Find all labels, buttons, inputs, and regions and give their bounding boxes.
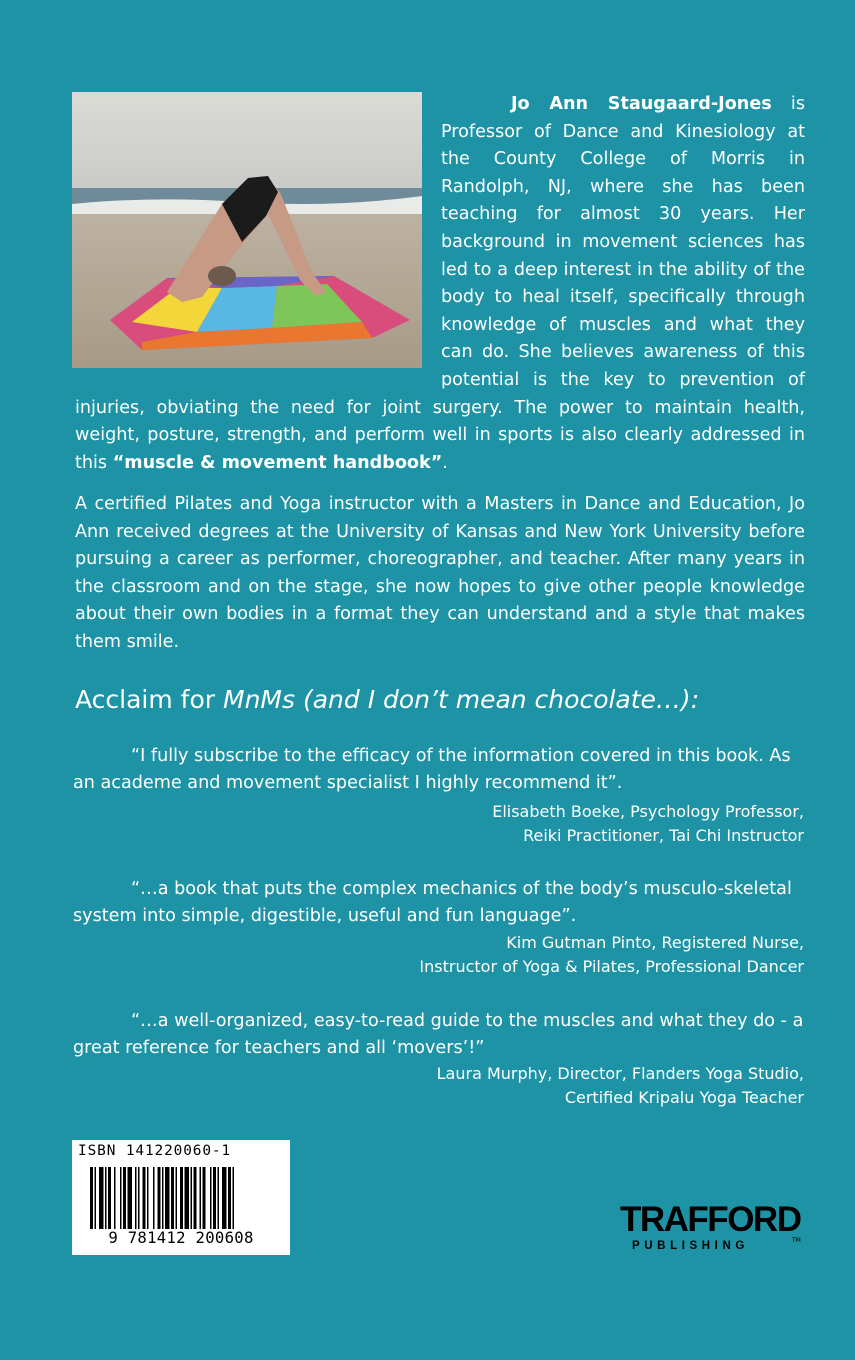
attribution-line: Laura Murphy, Director, Flanders Yoga Studio, <box>436 1064 804 1083</box>
barcode-bar <box>185 1167 190 1229</box>
trademark-mark: TM <box>792 1237 801 1244</box>
handbook-title: “muscle & movement handbook” <box>112 452 443 473</box>
barcode-bars <box>90 1167 272 1229</box>
barcode-bar <box>194 1167 197 1229</box>
quote-text: “…a well-organized, easy-to-read guide to the muscles and what they do - a great reference for teachers and all ‘movers’!” <box>73 1011 804 1058</box>
barcode-bar <box>165 1167 170 1229</box>
barcode-bar <box>147 1167 149 1229</box>
quote-text: “I fully subscribe to the efficacy of the information covered in this book. As an academe and movement specialist I highly recommend it”. <box>73 746 791 793</box>
publisher-subtitle: PUBLISHING <box>632 1240 749 1252</box>
quote-2 <box>73 876 808 930</box>
attribution-line: Elisabeth Boeke, Psychology Professor, <box>492 802 804 821</box>
acclaim-title: MnMs (and I don’t mean chocolate…): <box>223 685 700 714</box>
isbn-label: ISBN 141220060-1 <box>78 1143 232 1159</box>
quote-1 <box>73 743 808 797</box>
quote-2-attribution <box>284 931 804 979</box>
ean-digits: 9 781412 200608 <box>108 1229 254 1247</box>
barcode-bar <box>123 1167 126 1229</box>
barcode-bar <box>138 1167 140 1229</box>
bio-text: is Professor of Dance and Kinesiology at the County College of Morris in Randolph, NJ, where she has been teaching for almost 30 years. Her background in movement sciences has led to a deep interest in the ability of the body to heal itself, specifically through knowledge of muscles and what they can do. She believes awareness of this potential is the key to prevention of injuries, obviating the need for joint surgery. The power to maintain health, weight, posture, strength, and perform well in sports is also clearly addressed in this <box>75 94 805 473</box>
bio-end: . <box>442 452 448 473</box>
barcode-bar <box>191 1167 193 1229</box>
publisher-name: TRAFFORD <box>620 1200 801 1239</box>
author-bio <box>75 91 805 477</box>
attribution-line: Kim Gutman Pinto, Registered Nurse, <box>506 933 804 952</box>
barcode-bar <box>158 1167 161 1229</box>
bio-paragraph-2: A certified Pilates and Yoga instructor with a Masters in Dance and Education, Jo Ann received degrees at the University of Kansas and New York University before pursuing a career as performer, choreographer, and teacher. After many years in the classroom and on the stage, she now hopes to give other people knowledge about their own bodies in a format they can understand and a style that makes them smile. <box>75 494 805 652</box>
quote-3-attribution <box>284 1062 804 1110</box>
attribution-line: Instructor of Yoga & Pilates, Professional Dancer <box>419 957 804 976</box>
publisher-logo <box>612 1200 812 1260</box>
barcode-bar <box>95 1167 97 1229</box>
barcode-bar <box>200 1167 202 1229</box>
isbn-barcode <box>72 1140 290 1255</box>
barcode-bar <box>114 1167 116 1229</box>
barcode-bar <box>153 1167 155 1229</box>
barcode-bar <box>213 1167 216 1229</box>
barcode-bar <box>90 1167 93 1229</box>
barcode-bar <box>203 1167 206 1229</box>
barcode-bar <box>218 1167 220 1229</box>
barcode-bar <box>120 1167 122 1229</box>
barcode-bar <box>108 1167 111 1229</box>
photo-spacer <box>75 91 441 369</box>
barcode-bar <box>210 1167 212 1229</box>
quote-3 <box>73 1008 808 1062</box>
attribution-line: Certified Kripalu Yoga Teacher <box>564 1088 804 1107</box>
barcode-bar <box>222 1167 227 1229</box>
barcode-bar <box>135 1167 137 1229</box>
barcode-bar <box>180 1167 183 1229</box>
barcode-bar <box>105 1167 107 1229</box>
barcode-bar <box>143 1167 146 1229</box>
barcode-bar <box>99 1167 104 1229</box>
quote-1-attribution <box>284 800 804 848</box>
barcode-bar <box>176 1167 178 1229</box>
barcode-bar <box>162 1167 164 1229</box>
attribution-line: Reiki Practitioner, Tai Chi Instructor <box>523 826 804 845</box>
author-name: Jo Ann Staugaard-Jones <box>511 94 772 114</box>
quote-text: “…a book that puts the complex mechanics of the body’s musculo-skeletal system into simple, digestible, useful and fun language”. <box>73 879 792 926</box>
barcode-bar <box>233 1167 235 1229</box>
acclaim-heading <box>75 682 805 718</box>
barcode-bar <box>128 1167 133 1229</box>
barcode-bar <box>171 1167 174 1229</box>
barcode-bar <box>228 1167 231 1229</box>
acclaim-prefix: Acclaim for <box>75 685 223 714</box>
